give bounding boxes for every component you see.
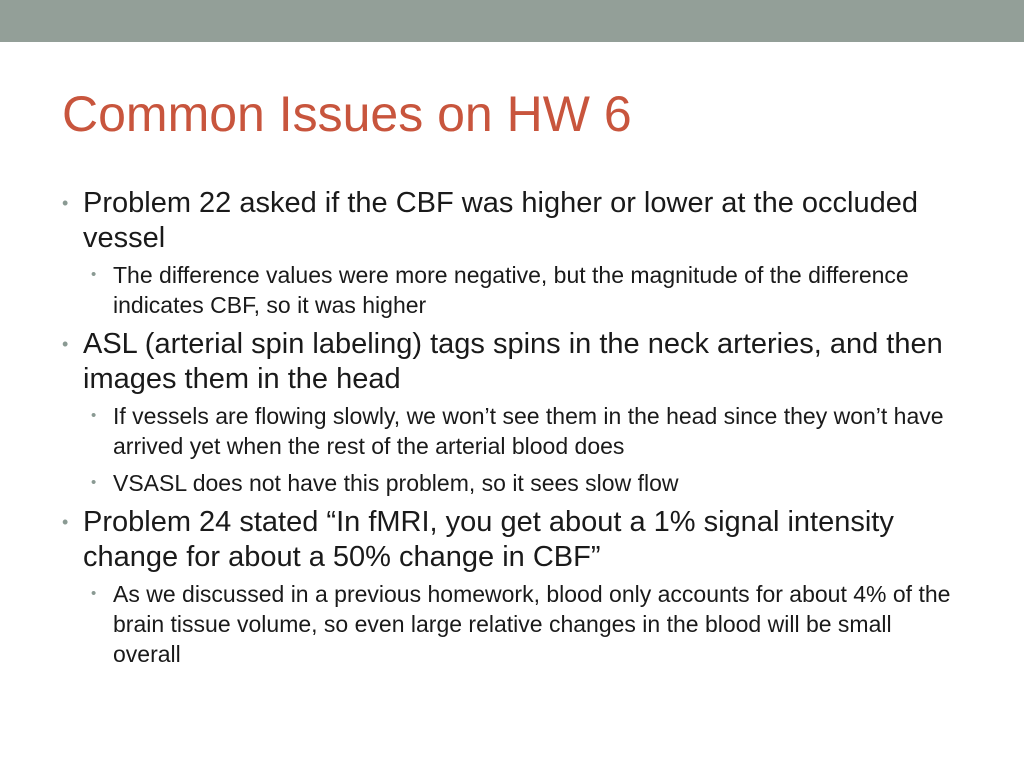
sub-bullet-list xyxy=(83,579,960,669)
sub-bullet-text: The difference values were more negative, but the magnitude of the difference indicates CBF, so it was higher xyxy=(113,262,909,318)
bullet-text: Problem 24 stated “In fMRI, you get about a 1% signal intensity change for about a 50% change in CBF” xyxy=(83,506,894,573)
bullet-text: Problem 22 asked if the CBF was higher or lower at the occluded vessel xyxy=(83,187,918,254)
sub-bullet-text: If vessels are flowing slowly, we won’t see them in the head since they won’t have arrived yet when the rest of the arterial blood does xyxy=(113,403,944,459)
bullet-dot-icon: • xyxy=(91,407,97,424)
sub-bullet-point xyxy=(83,260,960,320)
bullet-dot-icon: • xyxy=(91,585,97,602)
top-accent-bar xyxy=(0,0,1024,42)
bullet-point-1 xyxy=(60,186,960,320)
bullet-list xyxy=(60,186,960,676)
bullet-dot-icon: • xyxy=(91,266,97,283)
bullet-point-2 xyxy=(60,327,960,498)
bullet-text: ASL (arterial spin labeling) tags spins in the neck arteries, and then images them in the head xyxy=(83,328,943,395)
bullet-dot-icon: • xyxy=(62,193,69,213)
sub-bullet-list xyxy=(83,260,960,320)
bullet-point-3 xyxy=(60,505,960,669)
sub-bullet-point xyxy=(83,401,960,461)
sub-bullet-list xyxy=(83,401,960,498)
bullet-dot-icon: • xyxy=(62,512,69,532)
bullet-dot-icon: • xyxy=(62,334,69,354)
sub-bullet-point xyxy=(83,579,960,669)
bullet-dot-icon: • xyxy=(91,474,97,491)
sub-bullet-point xyxy=(83,468,960,498)
slide-title: Common Issues on HW 6 xyxy=(62,86,632,142)
sub-bullet-text: As we discussed in a previous homework, blood only accounts for about 4% of the brain tissue volume, so even large relative changes in the blood will be small overall xyxy=(113,581,951,667)
sub-bullet-text: VSASL does not have this problem, so it sees slow flow xyxy=(113,470,679,496)
